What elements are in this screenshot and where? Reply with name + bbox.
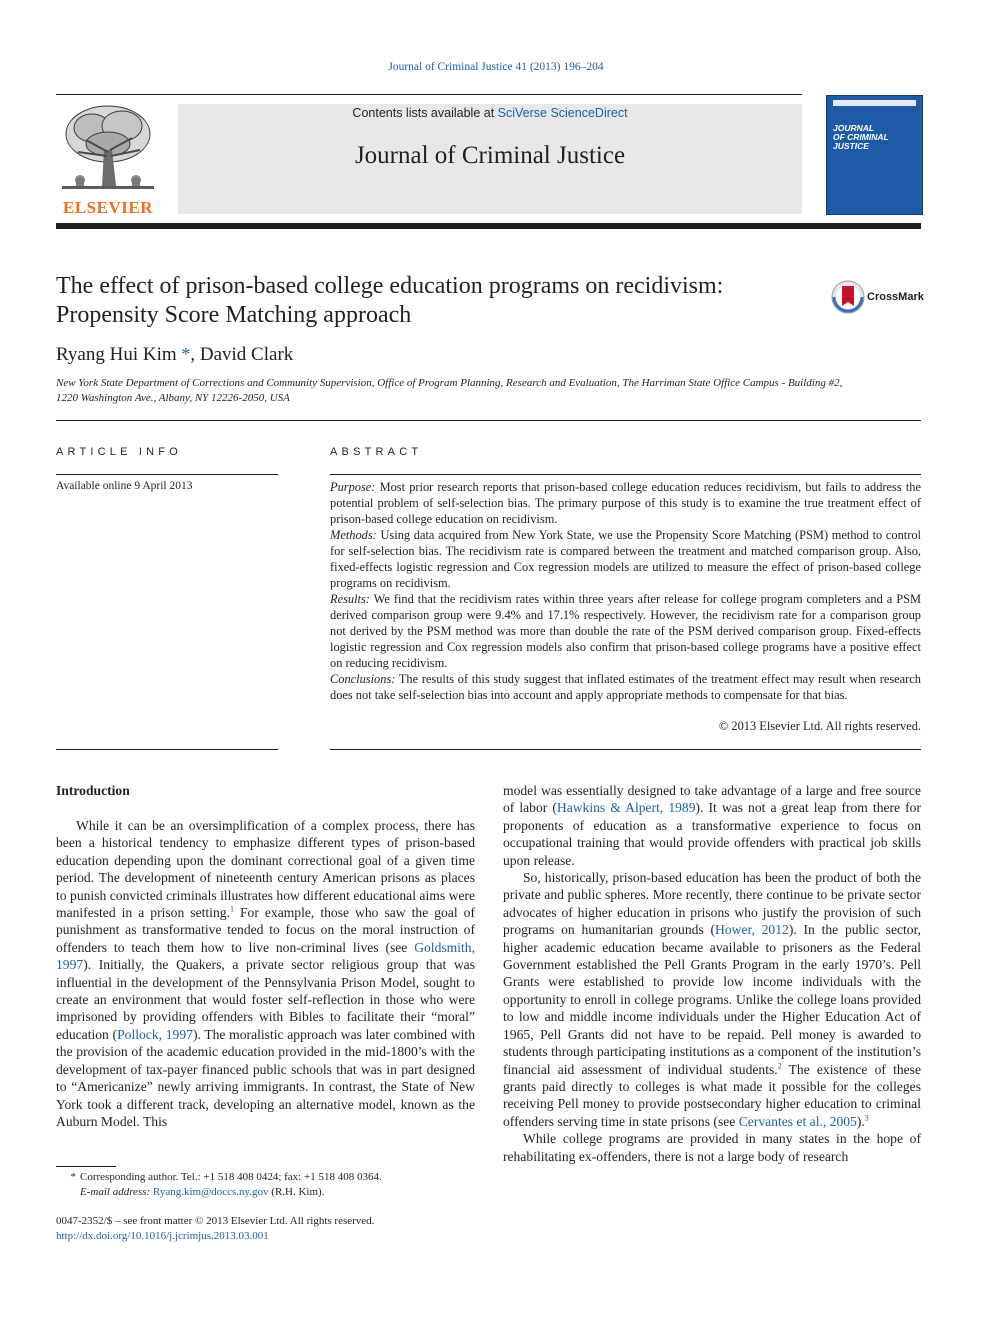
citation-link[interactable]: Pollock, 1997 — [117, 1026, 193, 1042]
elsevier-logo — [56, 100, 160, 218]
front-matter — [56, 1214, 476, 1243]
cover-title-line-2: OF CRIMINAL — [833, 132, 889, 142]
body-text: For example, those who saw the goal of punishment as transformative tended to focus on the moral instruction of offenders to teach them how to live non-criminal lives (see — [56, 905, 475, 955]
body-text: The existence of these grants paid directly to colleges is what made it possible for the colleges receiving Pell money to provide postsecondary higher education to criminal offenders serving time in state prisons (see — [503, 1061, 921, 1129]
abstract-paragraph: The results of this study suggest that inflated estimates of the treatment effect may result when research does not take self-selection bias into account and apply appropriate methods to compensate for that bias. — [330, 672, 921, 702]
article-info-bottom-rule — [56, 749, 278, 750]
footnote-line — [56, 1185, 476, 1200]
abstract-label: Results: — [330, 592, 370, 606]
corresponding-author-mark[interactable]: * — [181, 344, 191, 364]
abstract-bottom-rule — [330, 749, 921, 750]
header-top-rule — [56, 94, 802, 95]
author-name: Ryang Hui Kim — [56, 344, 177, 365]
sciencedirect-link[interactable]: SciVerse ScienceDirect — [497, 106, 628, 120]
author-name: David Clark — [199, 344, 294, 365]
journal-cover[interactable] — [826, 95, 923, 215]
issn-line: 0047-2352/$ – see front matter © 2013 Elsevier Ltd. All rights reserved. — [56, 1215, 375, 1227]
article-info-rule — [56, 474, 278, 475]
article-title-line-2: Propensity Score Matching approach — [56, 302, 412, 328]
introduction-heading: Introduction — [56, 783, 130, 798]
body-paragraph — [503, 869, 921, 1130]
citation-link[interactable]: Hower, 2012 — [715, 922, 789, 938]
journal-header-band — [178, 104, 802, 214]
body-text: While it can be an oversimplification of a complex process, there has been a historical tendency to emphasize different types of prison-based education depending upon the dominant correctional goal of a given time period. The development of nineteenth century American prisons as places to punish convicted criminals illustrates how different educational aims were manifested in a prison setting. — [56, 818, 475, 921]
available-online-date: Available online 9 April 2013 — [56, 480, 193, 492]
abstract-purpose — [330, 479, 921, 527]
crossmark-label: CrossMark — [867, 291, 924, 303]
body-text: While college programs are provided in many states in the hope of rehabilitating ex-offenders, there is not a large body of research — [503, 1131, 921, 1164]
crossmark-badge[interactable] — [831, 279, 923, 317]
citation-link[interactable]: Cervantes et al., 2005 — [738, 1113, 857, 1129]
body-column-right — [503, 782, 921, 1165]
article-title — [56, 272, 796, 330]
abstract-conclusions — [330, 671, 921, 703]
abstract-results — [330, 591, 921, 671]
citation-link[interactable]: Goldsmith, 1997 — [56, 939, 475, 973]
body-text: ). Initially, the Quakers, a private sector religious group that was influential in the development of the Pennsylvania Prison Model, sought to create an environment that would foster self-reflection in those who were imprisoned by providing offenders with Bibles to facilitate their “moral” education ( — [56, 957, 475, 1042]
abstract-label: Methods: — [330, 528, 377, 542]
article-title-line-1: The effect of prison-based college education programs on recidivism: — [56, 273, 724, 299]
body-paragraph — [56, 817, 475, 1130]
abstract-text — [330, 479, 921, 703]
contents-prefix: Contents lists available at — [352, 106, 498, 120]
abstract-heading: ABSTRACT — [330, 446, 423, 458]
journal-citation[interactable]: Journal of Criminal Justice 41 (2013) 196–204 — [388, 61, 604, 73]
abstract-paragraph: We find that the recidivism rates within three years after release for college program completers and a PSM derived comparison group were 9.4% and 17.1% respectively. However, the recidivism rate for a comparison group not derived by the PSM method was more than double the rate of the PSM derived comparison group. Fixed-effects logistic regression and Cox regression models also confirm that prison-based college programs have a positive effect on reducing recidivism. — [330, 592, 921, 670]
body-paragraph — [503, 1130, 921, 1165]
body-text: ). In the public sector, higher academic education became available to prisoners as the Federal Government established the Pell Grants Program in the early 1970’s. Pell Grants were established to provide low income individuals with the opportunity to enroll in college programs. Unlike the college loans provided to low and middle income individuals under the Higher Education Act of 1965, Pell Grants did not have to be repaid. Pell money is awarded to students through participating institutions as a component of the institution’s financial aid assessment of individual students. — [503, 922, 921, 1077]
body-text: ). — [856, 1113, 865, 1129]
footnote-star: * — [70, 1171, 76, 1183]
abstract-label: Purpose: — [330, 480, 376, 494]
footnote-ref[interactable]: 1 — [229, 904, 234, 914]
header-bottom-rule — [56, 223, 921, 229]
abstract-paragraph: Most prior research reports that prison-based college education reduces recidivism, but fails to address the potential problem of self-selection bias. The primary purpose of this study is to examine the true treatment effect of prison-based college education on recidivism. — [330, 480, 921, 526]
cover-title — [833, 124, 889, 151]
abstract-copyright: © 2013 Elsevier Ltd. All rights reserved. — [718, 719, 921, 733]
author-list — [56, 344, 293, 366]
author-affiliation — [56, 376, 916, 405]
email-suffix: (R.H. Kim). — [268, 1186, 325, 1198]
contents-line — [178, 106, 802, 120]
abstract-label: Conclusions: — [330, 672, 396, 686]
journal-name[interactable]: Journal of Criminal Justice — [354, 142, 626, 169]
author-separator: , — [190, 344, 200, 365]
publisher-name: ELSEVIER — [63, 198, 153, 217]
citation-link[interactable]: Hawkins & Alpert, 1989 — [556, 800, 696, 816]
cover-title-line-1: JOURNAL — [833, 123, 875, 133]
abstract-methods — [330, 527, 921, 591]
cover-title-line-3: JUSTICE — [833, 141, 869, 151]
corresponding-author-footnote — [56, 1170, 476, 1200]
footnote-line — [56, 1170, 476, 1185]
crossmark-icon — [831, 280, 865, 314]
affiliation-line-1: New York State Department of Corrections and Community Supervision, Office of Program Planning, Research and Evaluation, The Harriman State Office Campus - Building #2, — [56, 377, 843, 389]
cover-strip — [833, 100, 916, 106]
footnote-rule — [56, 1166, 116, 1167]
body-text: model was essentially designed to take advantage of a large and free source of labor ( — [503, 783, 921, 816]
abstract-paragraph: Using data acquired from New York State, we use the Propensity Score Matching (PSM) method to control for self-selection bias. The recidivism rate is compared between the treatment and matched comparison group. Also, fixed-effects logistic regression and Cox regression models are utilized to measure the effect of prison-based college programs on recidivism. — [330, 528, 921, 590]
corresponding-contact: Corresponding author. Tel.: +1 518 408 0424; fax: +1 518 408 0364. — [80, 1171, 382, 1183]
tree-icon — [56, 100, 160, 196]
body-paragraph — [503, 782, 921, 869]
abstract-rule — [330, 474, 921, 475]
footnote-ref[interactable]: 2 — [777, 1060, 782, 1070]
affiliation-line-2: 1220 Washington Ave., Albany, NY 12226-2050, USA — [56, 391, 290, 404]
body-text: ). The moralistic approach was later combined with the provision of the academic education provided in the mid-1800’s with the development of tax-payer financed public schools that was in part designed to “Americanize” newly arriving immigrants. In contrast, the State of New York took a different track, developing an alternative model, known as the Auburn Model. This — [56, 1026, 475, 1129]
body-text: ). It was not a great leap from there for proponents of education as a transformative experience to focus on occupational training that would provide offenders with practical job skills upon release. — [503, 800, 921, 868]
footnote-ref[interactable]: 3 — [864, 1113, 869, 1123]
email-link[interactable]: Ryang.kim@doccs.ny.gov — [152, 1186, 269, 1198]
section-rule — [56, 420, 921, 421]
email-label: E-mail address: — [80, 1186, 153, 1198]
body-column-left — [56, 817, 475, 1130]
article-info-heading: ARTICLE INFO — [56, 446, 182, 458]
doi-link[interactable]: http://dx.doi.org/10.1016/j.jcrimjus.2013.03.001 — [56, 1229, 269, 1242]
body-text: So, historically, prison-based education has been the product of both the private and public spheres. More recently, there continue to be private sector advocates of higher education in prisons who justify the provision of such programs on humanitarian grounds ( — [503, 870, 921, 938]
